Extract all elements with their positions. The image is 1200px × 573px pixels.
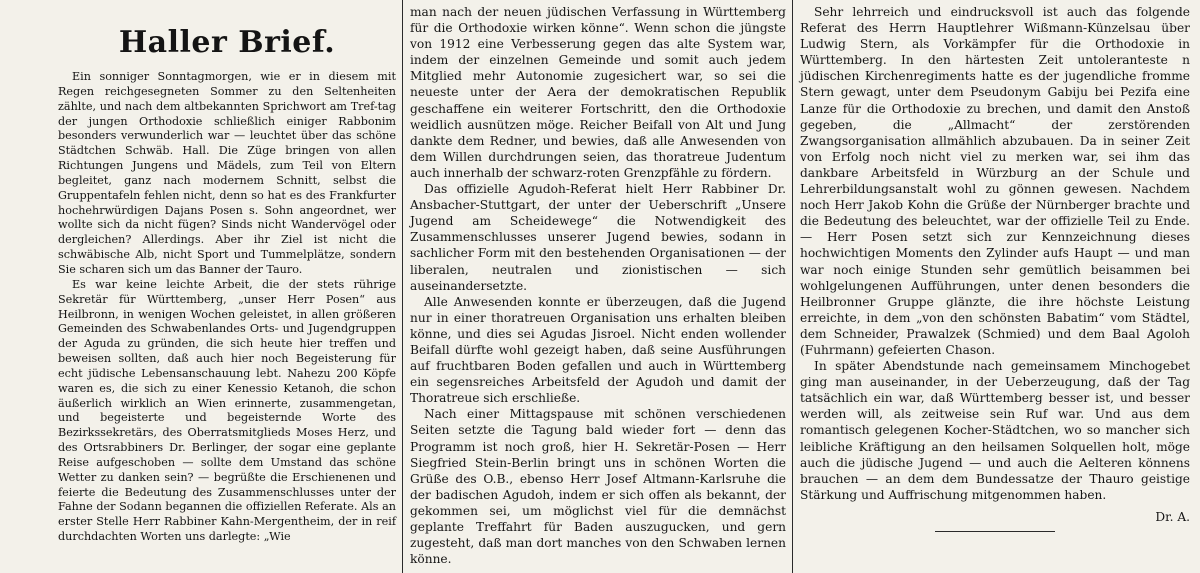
paragraph: Es war keine leichte Arbeit, die der stets rührige Sekretär für Württemberg, „unser Herr Posen“ aus Heilbronn, in wenigen Wochen geleistet, in allen größeren Gemeinden des Schwabenlandes Orts- und Jugendgruppen der Aguda zu gründen, die sich heute hier treffen und beweisen sollten, daß auch hier noch Begeisterung für echt jüdische Lebensanschauung lebt. Nahezu 200 Köpfe waren es, die sich zu einer Kenessio Ketanoh, die schon äußerlich wirklich an Wien erinnerte, zusammengetan, und begeisterte und begeisternde Worte des Bezirkssekretärs, des Oberratsmitglieds Moses Herz, und des Ortsrabbiners Dr. Berlinger, der sogar eine geplante Reise aufgeschoben — sollte dem Umstand das schöne Wetter zu danken sein? — begrüßte die Erschienenen und feierte die Bedeutung des Zusammenschlusses unter der Fahne der Sodann begannen die offiziellen Referate. Als an erster Stelle Herr Rabbiner Kahn-Mergentheim, der in reif durchdachten Worten uns darlegte: „Wie [58, 277, 396, 544]
paragraph: Ein sonniger Sonntagmorgen, wie er in diesem mit Regen reichgesegneten Sommer zu den Seltenheiten zählte, und nach dem altbekannten Sprichwort am Tref-tag der jungen Orthodoxie schließlich einiger Rabbonim besonders verwunderlich war — leuchtet über das schöne Städtchen Schwäb. Hall. Die Züge bringen von allen Richtungen Jungens und Mädels, zum Teil von Eltern begleitet, ganz nach modernem Schnitt, selbst die Gruppentafeln fehlen nicht, denn so hat es des Frankfurter hochehrwürdigen Dajans Posen s. Sohn angeordnet, wer wollte sich da nicht fügen? Sinds nicht Wandervögel oder dergleichen? Allerdings. Aber ihr Ziel ist nicht die schwäbische Alb, nicht Sport und Tummelplätze, sondern Sie scharen sich um das Banner der Tauro. [58, 70, 396, 276]
column-rule [402, 0, 403, 573]
end-separator [935, 531, 1055, 532]
column-1 [58, 4, 396, 545]
paragraph: Sehr lehrreich und eindrucksvoll ist auch das folgende Referat des Herrn Hauptlehrer Wißmann-Künzelsau über Ludwig Stern, als Vorkämpfer für die Orthodoxie in Württemberg. In den härtesten Zeit untoleranteste n jüdischen Kirchenregiments hatte es der jugendliche fromme Stern gewagt, unter dem Pseudonym Gabiju bei Pezifa eine Lanze für die Orthodoxie zu brechen, und damit den Anstoß gegeben, die „Allmacht“ der zerstörenden Zwangsorganisation allmählich abzubauen. Da in seiner Zeit von Erfolg noch nicht viel zu merken war, sei ihm das dankbare Arbeitsfeld in Würzburg an der Schule und Lehrerbildungsanstalt wohl zu gönnen gewesen. Nachdem noch Herr Jakob Kohn die Grüße der Nürnberger brachte und die Bedeutung des beleuchtet, war der offizielle Teil zu Ende. — Herr Posen setzt sich zur Kennzeichnung dieses hochwichtigen Moments den Zylinder aufs Haupt — und man war noch einige Stunden sehr gemütlich beisammen bei wohlgelungenen Aufführungen, unter denen besonders die Heilbronner Gruppe glänzte, die ihre höchste Leistung erreichte, in dem „von den schönsten Babatim“ vom Städtel, dem Schneider, Prawalzek (Schmied) und dem Baal Agoloh (Fuhrmann) gefeierten Chason. [800, 5, 1190, 357]
column-2 [410, 4, 786, 567]
article-title: Haller Brief. [118, 25, 336, 60]
paragraph: In später Abendstunde nach gemeinsamem Minchogebet ging man auseinander, in der Ueberzeugung, daß der Tag tatsächlich ein war, daß Württemberg besser ist, und besser werden will, als zeitweise sein Ruf war. Und aus dem romantisch gelegenen Kocher-Städtchen, wo so mancher sich leibliche Kräftigung an den heilsamen Solquellen holt, möge auch die jüdische Jugend — und auch die Aelteren könnens brauchen — an dem dem Bundessatze der Thauro geistige Stärkung und Auffrischung mitgenommen haben. [800, 359, 1190, 502]
column-rule [792, 0, 793, 573]
paragraph: Alle Anwesenden konnte er überzeugen, daß die Jugend nur in einer thoratreuen Organisation uns erhalten bleiben könne, und dies sei Agudas Jisroel. Nicht enden wollender Beifall dürfte wohl gezeigt haben, daß seine Ausführungen auf fruchtbaren Boden gefallen und auch in Württemberg ein segensreiches Arbeitsfeld der Agudoh und damit der Thoratreue sich erschließe. [410, 294, 786, 406]
signature: Dr. A. [1155, 509, 1190, 524]
paragraph: Nach einer Mittagspause mit schönen verschiedenen Seiten setzte die Tagung bald wieder fort — denn das Programm ist noch groß, hier H. Sekretär-Posen — Herr Siegfried Stein-Berlin bringt uns in schönen Worten die Grüße des O.B., ebenso Herr Josef Altmann-Karlsruhe die der badischen Agudoh, indem er sich offen als bekannt, der gekommen sei, um möglichst viel für die demnächst geplante Treffahrt für Baden auszugucken, und gern zugesteht, daß man dort manches von den Schwaben lernen könne. [410, 407, 786, 567]
column-3 [800, 4, 1190, 538]
paragraph: Das offizielle Agudoh-Referat hielt Herr Rabbiner Dr. Ansbacher-Stuttgart, der unter der Ueberschrift „Unsere Jugend am Scheidewege“ die Notwendigkeit des Zusammenschlusses unserer Jugend bewies, sodann in sachlicher Form mit den bestehenden Organisationen — der liberalen, neutralen und zionistischen — sich auseinandersetzte. [410, 182, 786, 293]
paragraph: man nach der neuen jüdischen Verfassung in Württemberg für die Orthodoxie wirken könne“. Wenn schon die jüngste von 1912 eine Verbesserung gegen das alte System war, indem der einzelnen Gemeinde und somit auch jedem Mitglied mehr Autonomie zugesichert war, so sei die neueste unter der Aera der demokratischen Republik geschaffene ein weiterer Fortschritt, den die Orthodoxie weidlich ausnützen möge. Reicher Beifall von Alt und Jung dankte dem Redner, und bewies, daß alle Anwesenden von dem Willen durchdrungen seien, das thoratreue Judentum auch innerhalb der schwarz-roten Grenzpfähle zu fördern. [410, 5, 786, 180]
